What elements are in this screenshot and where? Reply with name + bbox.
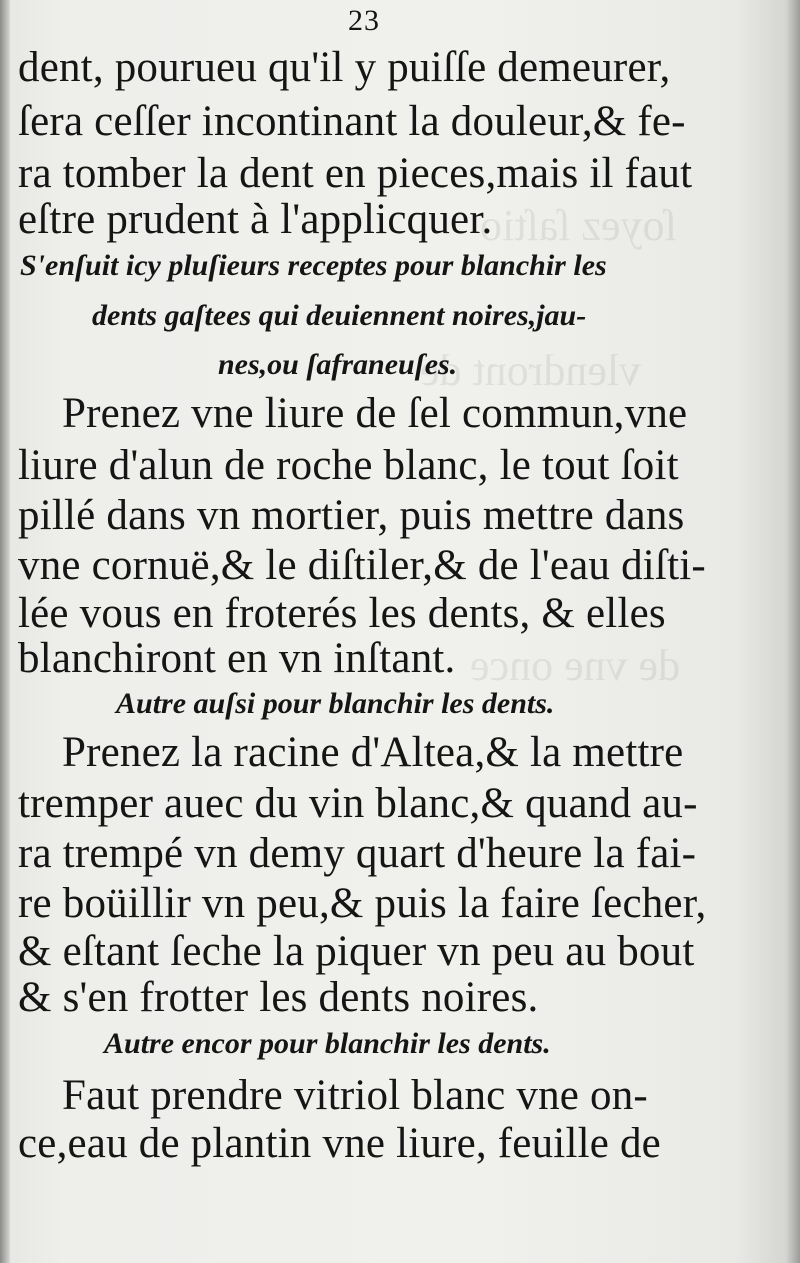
section-heading: Autre encor pour blanchir les dents.: [104, 1027, 551, 1060]
text-line: lée vous en froterés les dents, & elles: [18, 590, 666, 637]
text-line: pillé dans vn mortier, puis mettre dans: [18, 492, 685, 539]
show-through-text: de vne once: [470, 641, 681, 690]
text-line: ra trempé vn demy quart d'heure la fai-: [18, 830, 697, 877]
section-heading: Autre auſsi pour blanchir les dents.: [116, 687, 555, 720]
show-through-text: vlendront de: [420, 346, 642, 395]
text-line: re boüillir vn peu,& puis la faire ſecher,: [18, 880, 707, 927]
text-line: Faut prendre vitriol blanc vne on-: [62, 1072, 648, 1119]
text-line: ſera ceſſer incontinant la douleur,& fe-: [18, 98, 686, 145]
text-line: & s'en frotter les dents noires.: [18, 974, 539, 1021]
text-line: tremper auec du vin blanc,& quand au-: [18, 780, 698, 827]
show-through-text: ſoyez ſaſtio: [480, 201, 677, 250]
text-line: eſtre prudent à l'applicquer.: [18, 196, 493, 243]
text-line: vne cornuë,& le diſtiler,& de l'eau diſti-: [18, 542, 706, 589]
section-heading: dents gaſtees qui deuiennent noires,jau-: [92, 299, 587, 332]
page-gutter: [0, 0, 10, 1263]
text-line: ce,eau de plantin vne liure, feuille de: [18, 1120, 661, 1167]
section-heading: S'enſuit icy pluſieurs receptes pour blanchir les: [20, 249, 607, 282]
text-line: Prenez la racine d'Altea,& la mettre: [62, 729, 684, 776]
text-line: ra tomber la dent en pieces,mais il faut: [18, 150, 693, 197]
text-line: & eſtant ſeche la piquer vn peu au bout: [18, 928, 695, 975]
section-heading: nes,ou ſafraneuſes.: [218, 348, 458, 381]
text-line: blanchiront en vn inſtant.: [18, 635, 456, 682]
page-number: 23: [348, 4, 380, 37]
page-edge-shadow: [786, 0, 800, 1263]
text-line: Prenez vne liure de ſel commun,vne: [62, 390, 688, 437]
text-line: dent, pourueu qu'il y puiſſe demeurer,: [18, 44, 671, 91]
text-line: liure d'alun de roche blanc, le tout ſoit: [18, 442, 679, 489]
